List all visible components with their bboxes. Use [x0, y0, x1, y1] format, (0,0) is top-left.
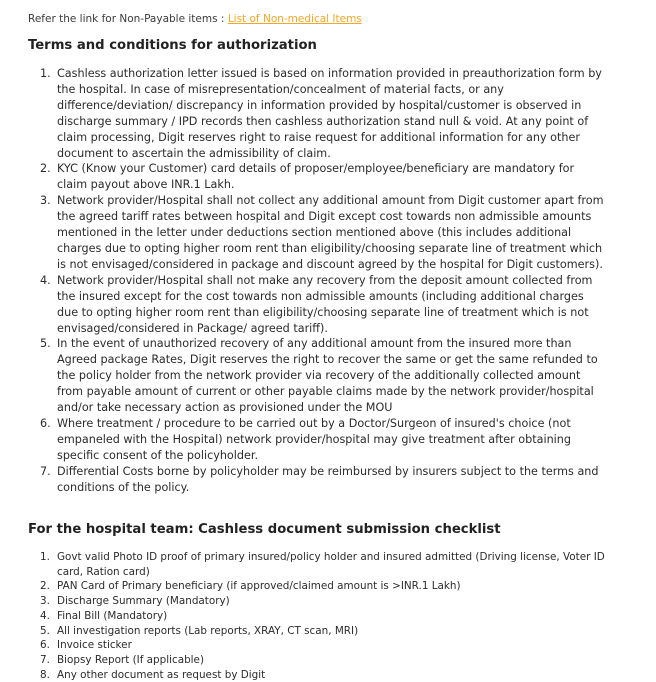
item-text: Final Bill (Mandatory) — [57, 609, 168, 622]
item-number: 2. — [40, 580, 50, 593]
item-number: 5. — [40, 624, 50, 637]
checklist-item — [0, 579, 620, 594]
item-number: 1. — [40, 67, 51, 80]
item-text: Discharge Summary (Mandatory) — [57, 595, 230, 608]
terms-list — [0, 66, 620, 495]
item-text: Network provider/Hospital shall not collect any additional amount from Digit customer apart from the agreed tariff rates between hospital and Digit except cost towards non admissible amounts mentioned in the letter under deductions section mentioned above (this includes additional charges due to opting higher room rent than eligibility/choosing separate line of treatment which is not envisaged/considered in package and discount agreed by the hospital for Digit customers). — [57, 194, 604, 271]
item-number: 3. — [40, 194, 51, 208]
checklist-item — [0, 624, 620, 639]
item-number: 7. — [40, 464, 51, 478]
item-text: Where treatment / procedure to be carried out by a Doctor/Surgeon of insured's choice (not empaneled with the Hospital) network provider/hospital may give treatment after obtaining specific consent of the policyholder. — [57, 416, 571, 462]
checklist-item — [0, 609, 620, 624]
item-text: Biopsy Report (If applicable) — [57, 653, 205, 666]
item-number: 4. — [40, 609, 50, 622]
terms-item — [0, 416, 620, 464]
item-number: 5. — [40, 337, 51, 351]
terms-item — [0, 273, 620, 337]
terms-item — [0, 66, 620, 161]
item-text: In the event of unauthorized recovery of any additional amount from the insured more than Agreed package Rates, Digit reserves the right to recover the same or get the same refunded to the policy holder from the network provider via recovery of the additionally collected amount from payable amount of current or other payable claims made by the network provider/hospital and/or take necessary action as provisioned under the MOU — [57, 337, 598, 415]
item-text: Invoice sticker — [57, 639, 132, 652]
checklist-list — [0, 550, 620, 682]
terms-heading: Terms and conditions for authorization — [28, 38, 317, 53]
checklist-item — [0, 638, 620, 653]
terms-item — [0, 464, 620, 496]
item-text: Differential Costs borne by policyholder may be reimbursed by insurers subject to the terms and conditions of the policy. — [57, 464, 599, 494]
item-text: Cashless authorization letter issued is based on information provided in preauthorization form by the hospital. In case of misrepresentation/concealment of material facts, or any difference/deviation/ discrepancy in information provided by hospital/customer is observed in discharge summary / IPD records then cashless authorization stand null & void. At any point of claim processing, Digit reserves right to raise request for additional information for any other document to ascertain the admissibility of claim. — [57, 67, 602, 160]
item-text: Govt valid Photo ID proof of primary insured/policy holder and insured admitted (Driving license, Voter ID card, Ration card) — [57, 551, 605, 578]
checklist-heading: For the hospital team: Cashless document submission checklist — [28, 522, 501, 537]
item-text: KYC (Know your Customer) card details of proposer/employee/beneficiary are mandatory for claim payout above INR.1 Lakh. — [57, 162, 575, 192]
item-number: 8. — [40, 668, 50, 681]
item-number: 6. — [40, 416, 51, 430]
item-number: 6. — [40, 639, 50, 652]
terms-item — [0, 336, 620, 416]
checklist-item — [0, 653, 620, 668]
reference-line — [28, 12, 362, 26]
checklist-item — [0, 550, 620, 579]
item-number: 2. — [40, 162, 51, 176]
non-medical-items-link[interactable]: List of Non-medical Items — [227, 13, 362, 25]
item-number: 7. — [40, 653, 50, 666]
item-text: All investigation reports (Lab reports, XRAY, CT scan, MRI) — [57, 624, 359, 637]
checklist-item — [0, 594, 620, 609]
terms-item — [0, 161, 620, 193]
item-number: 3. — [40, 595, 50, 608]
item-text: PAN Card of Primary beneficiary (if approved/claimed amount is >INR.1 Lakh) — [57, 580, 461, 593]
item-number: 4. — [40, 273, 51, 287]
item-text: Any other document as request by Digit — [57, 668, 266, 681]
terms-item — [0, 193, 620, 273]
item-number: 1. — [40, 551, 50, 563]
item-text: Network provider/Hospital shall not make any recovery from the deposit amount collected from the insured except for the cost towards non admissible amounts (including additional charges due to opting higher room rent than eligibility/choosing separate line of treatment which is not envisaged/considered in Package/ agreed tariff). — [57, 273, 593, 335]
reference-prefix: Refer the link for Non-Payable items : — [28, 13, 225, 25]
